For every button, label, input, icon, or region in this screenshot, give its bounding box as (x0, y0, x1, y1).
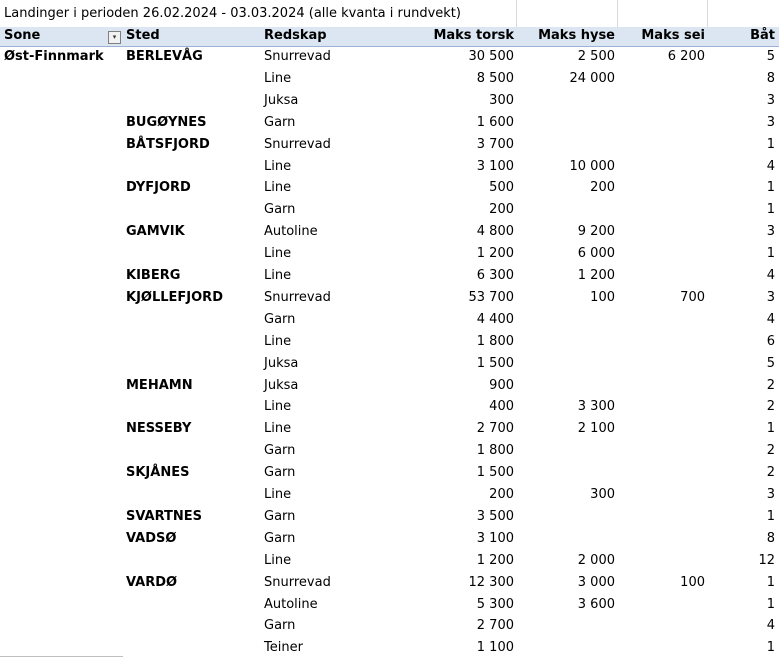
table-row[interactable] (0, 243, 779, 265)
cell-redskap[interactable]: Line (264, 158, 292, 174)
cell-maks-torsk[interactable]: 2 700 (476, 618, 514, 634)
cell-bat[interactable]: 12 (758, 552, 775, 568)
cell-sted[interactable]: GAMVIK (126, 224, 185, 240)
table-row[interactable] (0, 331, 779, 353)
cell-bat[interactable]: 5 (766, 355, 775, 371)
cell-bat[interactable]: 1 (766, 246, 775, 262)
cell-maks-torsk[interactable]: 1 200 (476, 552, 514, 568)
filter-icon[interactable]: ▾ (108, 31, 121, 44)
table-row[interactable] (0, 156, 779, 178)
cell-maks-torsk[interactable]: 200 (489, 487, 514, 502)
cell-sted[interactable]: VARDØ (126, 574, 178, 590)
header-sted[interactable]: Sted (126, 28, 160, 43)
table-row[interactable] (0, 375, 779, 397)
cell-maks-torsk[interactable]: 900 (489, 377, 514, 393)
cell-maks-torsk[interactable]: 12 300 (468, 574, 514, 590)
cell-sted[interactable]: MEHAMN (126, 377, 193, 393)
table-row[interactable] (0, 309, 779, 331)
cell-redskap[interactable]: Snurrevad (264, 49, 331, 64)
cell-redskap[interactable]: Autoline (264, 596, 318, 612)
cell-maks-torsk[interactable]: 2 700 (476, 421, 514, 437)
cell-redskap[interactable]: Snurrevad (264, 136, 331, 152)
table-row[interactable] (0, 353, 779, 375)
cell-bat[interactable]: 1 (766, 136, 775, 152)
table-row[interactable] (0, 396, 779, 418)
cell-bat[interactable]: 1 (766, 421, 775, 437)
cell-maks-sei[interactable]: 700 (680, 289, 705, 305)
cell-maks-torsk[interactable]: 3 100 (476, 158, 514, 174)
cell-maks-torsk[interactable]: 1 800 (476, 333, 514, 349)
cell-bat[interactable]: 4 (766, 158, 775, 174)
cell-bat[interactable]: 2 (766, 443, 775, 459)
cell-maks-torsk[interactable]: 6 300 (476, 268, 514, 283)
header-maks-torsk[interactable]: Maks torsk (433, 28, 514, 43)
table-row[interactable] (0, 265, 779, 287)
cell-sted[interactable]: DYFJORD (126, 180, 191, 196)
cell-bat[interactable]: 1 (766, 640, 775, 656)
cell-maks-hyse[interactable]: 1 200 (577, 268, 615, 283)
cell-maks-torsk[interactable]: 300 (489, 92, 514, 108)
cell-redskap[interactable]: Juksa (264, 377, 299, 393)
cell-bat[interactable]: 2 (766, 399, 775, 415)
header-maks-sei[interactable]: Maks sei (641, 28, 705, 43)
cell-maks-hyse[interactable]: 200 (590, 180, 615, 196)
cell-redskap[interactable]: Line (264, 552, 292, 568)
header-redskap[interactable]: Redskap (264, 28, 327, 43)
cell-maks-torsk[interactable]: 200 (489, 202, 514, 218)
cell-bat[interactable]: 4 (766, 311, 775, 327)
cell-redskap[interactable]: Garn (264, 508, 296, 524)
table-row[interactable] (0, 528, 779, 550)
header-bat[interactable]: Båt (750, 28, 775, 43)
table-row[interactable] (0, 484, 779, 506)
cell-bat[interactable]: 3 (766, 114, 775, 130)
cell-bat[interactable]: 1 (766, 596, 775, 612)
cell-maks-hyse[interactable]: 2 100 (577, 421, 615, 437)
cell-maks-torsk[interactable]: 3 700 (476, 136, 514, 152)
header-row (0, 27, 779, 47)
cell-maks-torsk[interactable]: 5 300 (476, 596, 514, 612)
table-row[interactable] (0, 112, 779, 134)
cell-bat[interactable]: 4 (766, 618, 775, 634)
cell-redskap[interactable]: Garn (264, 618, 296, 634)
cell-maks-hyse[interactable]: 3 300 (577, 399, 615, 415)
cell-maks-torsk[interactable]: 3 100 (476, 530, 514, 546)
cell-maks-torsk[interactable]: 8 500 (476, 70, 514, 86)
cell-maks-hyse[interactable]: 10 000 (569, 158, 615, 174)
cell-bat[interactable]: 1 (766, 180, 775, 196)
cell-maks-torsk[interactable]: 1 200 (476, 246, 514, 262)
cell-maks-torsk[interactable]: 4 800 (476, 224, 514, 240)
cell-maks-torsk[interactable]: 1 600 (476, 114, 514, 130)
cell-redskap[interactable]: Garn (264, 465, 296, 481)
cell-redskap[interactable]: Line (264, 180, 292, 196)
cell-redskap[interactable]: Snurrevad (264, 289, 331, 305)
cell-maks-hyse[interactable]: 2 500 (577, 49, 615, 64)
cell-maks-hyse[interactable]: 300 (590, 487, 615, 502)
cell-bat[interactable]: 3 (766, 289, 775, 305)
cell-maks-torsk[interactable]: 500 (489, 180, 514, 196)
table-row[interactable] (0, 418, 779, 440)
cell-redskap[interactable]: Garn (264, 443, 296, 459)
cell-sone[interactable]: Øst-Finnmark (4, 49, 104, 64)
cell-bat[interactable]: 8 (766, 530, 775, 546)
cell-maks-torsk[interactable]: 1 800 (476, 443, 514, 459)
cell-bat[interactable]: 2 (766, 377, 775, 393)
table-row[interactable] (0, 46, 779, 68)
cell-redskap[interactable]: Garn (264, 114, 296, 130)
table-row[interactable] (0, 134, 779, 156)
cell-sted[interactable]: BERLEVÅG (126, 49, 203, 64)
table-row[interactable] (0, 68, 779, 90)
cell-maks-hyse[interactable]: 3 600 (577, 596, 615, 612)
cell-redskap[interactable]: Line (264, 70, 292, 86)
cell-redskap[interactable]: Line (264, 399, 292, 415)
cell-bat[interactable]: 1 (766, 202, 775, 218)
cell-bat[interactable]: 1 (766, 574, 775, 590)
cell-bat[interactable]: 5 (766, 49, 775, 64)
cell-sted[interactable]: BUGØYNES (126, 114, 207, 130)
cell-maks-sei[interactable]: 100 (680, 574, 705, 590)
table-row[interactable] (0, 440, 779, 462)
cell-redskap[interactable]: Line (264, 421, 292, 437)
cell-sted[interactable]: BÅTSFJORD (126, 136, 210, 152)
cell-bat[interactable]: 2 (766, 465, 775, 481)
row-divider (0, 656, 123, 657)
cell-bat[interactable]: 6 (766, 333, 775, 349)
table-title: Landinger i perioden 26.02.2024 - 03.03.2024 (alle kvanta i rundvekt) (4, 6, 461, 21)
table-row[interactable] (0, 615, 779, 637)
cell-redskap[interactable]: Juksa (264, 355, 299, 371)
cell-maks-torsk[interactable]: 1 500 (476, 465, 514, 481)
cell-maks-torsk[interactable]: 1 500 (476, 355, 514, 371)
cell-maks-hyse[interactable]: 24 000 (569, 70, 615, 86)
cell-redskap[interactable]: Garn (264, 530, 296, 546)
table-row[interactable] (0, 594, 779, 616)
cell-redskap[interactable]: Line (264, 246, 292, 262)
cell-sted[interactable]: SVARTNES (126, 508, 203, 524)
cell-bat[interactable]: 3 (766, 92, 775, 108)
cell-redskap[interactable]: Line (264, 268, 292, 283)
header-maks-hyse[interactable]: Maks hyse (538, 28, 615, 43)
cell-redskap[interactable]: Teiner (264, 640, 303, 656)
table-row[interactable] (0, 506, 779, 528)
table-row[interactable] (0, 177, 779, 199)
cell-maks-hyse[interactable]: 3 000 (577, 574, 615, 590)
cell-maks-torsk[interactable]: 53 700 (468, 289, 514, 305)
cell-sted[interactable]: VADSØ (126, 530, 177, 546)
cell-bat[interactable]: 3 (766, 487, 775, 502)
title-row (0, 0, 779, 27)
cell-redskap[interactable]: Garn (264, 311, 296, 327)
table-row[interactable] (0, 221, 779, 243)
cell-maks-torsk[interactable]: 400 (489, 399, 514, 415)
cell-redskap[interactable]: Garn (264, 202, 296, 218)
cell-maks-hyse[interactable]: 9 200 (577, 224, 615, 240)
cell-sted[interactable]: KJØLLEFJORD (126, 289, 223, 305)
cell-bat[interactable]: 8 (766, 70, 775, 86)
cell-bat[interactable]: 1 (766, 508, 775, 524)
cell-sted[interactable]: SKJÅNES (126, 465, 190, 481)
table-row[interactable] (0, 462, 779, 484)
cell-bat[interactable]: 4 (766, 268, 775, 283)
table-row[interactable] (0, 287, 779, 309)
table-row[interactable] (0, 199, 779, 221)
cell-maks-hyse[interactable]: 6 000 (577, 246, 615, 262)
cell-maks-torsk[interactable]: 3 500 (476, 508, 514, 524)
cell-maks-torsk[interactable]: 1 100 (476, 640, 514, 656)
table-row[interactable] (0, 90, 779, 112)
cell-maks-torsk[interactable]: 30 500 (468, 49, 514, 64)
cell-redskap[interactable]: Juksa (264, 92, 299, 108)
cell-maks-torsk[interactable]: 4 400 (476, 311, 514, 327)
cell-redskap[interactable]: Autoline (264, 224, 318, 240)
cell-maks-sei[interactable]: 6 200 (667, 49, 705, 64)
cell-sted[interactable]: NESSEBY (126, 421, 192, 437)
header-sone[interactable]: Sone (4, 28, 41, 43)
cell-redskap[interactable]: Snurrevad (264, 574, 331, 590)
cell-redskap[interactable]: Line (264, 333, 292, 349)
table-row[interactable] (0, 550, 779, 572)
cell-maks-hyse[interactable]: 2 000 (577, 552, 615, 568)
cell-maks-hyse[interactable]: 100 (590, 289, 615, 305)
table-row[interactable] (0, 572, 779, 594)
cell-bat[interactable]: 3 (766, 224, 775, 240)
cell-sted[interactable]: KIBERG (126, 268, 181, 283)
cell-redskap[interactable]: Line (264, 487, 292, 502)
